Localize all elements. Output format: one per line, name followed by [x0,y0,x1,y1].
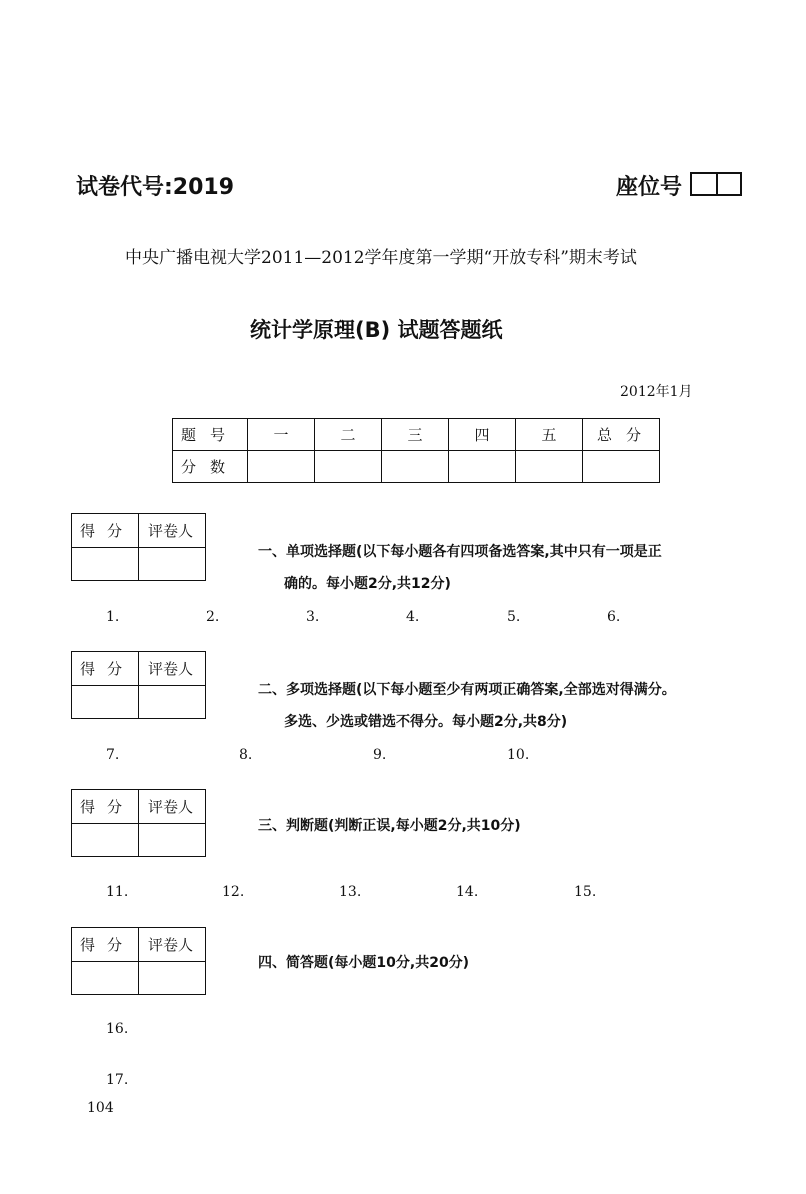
score-cell[interactable] [516,451,583,483]
grader-name-label: 评卷人 [148,798,194,816]
grader-name-label: 评卷人 [148,936,194,954]
question-number: 4. [406,609,420,625]
question-number: 3. [306,609,320,625]
score-column-header: 总分 [583,419,660,451]
score-table-row-label: 题号 [173,419,248,451]
score-column-header: 二 [315,419,382,451]
section-title: 三、判断题(判断正误,每小题2分,共10分) [258,818,521,834]
question-number: 5. [507,609,521,625]
question-number: 10. [507,747,530,763]
question-number: 2. [206,609,220,625]
grader-score-label: 得分 [80,936,135,954]
score-table [172,418,660,483]
question-number: 12. [222,884,245,900]
grader-name-label: 评卷人 [148,660,194,678]
exam-title: 中央广播电视大学2011—2012学年度第一学期“开放专科”期末考试 [125,248,637,268]
score-table-header-row [173,419,660,451]
paper-title: 统计学原理(B) 试题答题纸 [250,318,503,342]
question-number: 1. [106,609,120,625]
section-title: 多选、少选或错选不得分。每小题2分,共8分) [284,714,568,730]
question-number: 13. [339,884,362,900]
grader-box[interactable] [71,651,206,719]
question-number: 11. [106,884,129,900]
grader-box[interactable] [71,789,206,857]
section-title: 四、简答题(每小题10分,共20分) [258,955,470,971]
score-cell[interactable] [449,451,516,483]
paper-code: 试卷代号:2019 [76,175,235,200]
score-column-header: 三 [382,419,449,451]
grader-score-label: 得分 [80,798,135,816]
question-number: 9. [373,747,387,763]
score-table-row-label: 分数 [173,451,248,483]
score-column-header: 五 [516,419,583,451]
score-table-value-row [173,451,660,483]
exam-date: 2012年1月 [620,384,693,400]
question-number: 14. [456,884,479,900]
section-title: 二、多项选择题(以下每小题至少有两项正确答案,全部选对得满分。 [258,682,676,698]
grader-name-label: 评卷人 [148,522,194,540]
grader-box[interactable] [71,927,206,995]
score-cell[interactable] [583,451,660,483]
question-number: 6. [607,609,621,625]
page-number: 104 [87,1100,114,1116]
seat-number-box[interactable] [690,172,742,196]
question-number: 16. [106,1021,129,1037]
grader-score-label: 得分 [80,522,135,540]
question-number: 8. [239,747,253,763]
seat-number-label: 座位号 [616,175,683,200]
grader-box[interactable] [71,513,206,581]
question-number: 7. [106,747,120,763]
score-cell[interactable] [382,451,449,483]
section-title: 确的。每小题2分,共12分) [284,576,451,592]
question-number: 15. [574,884,597,900]
score-cell[interactable] [248,451,315,483]
score-column-header: 一 [248,419,315,451]
grader-score-label: 得分 [80,660,135,678]
question-number: 17. [106,1072,129,1088]
section-title: 一、单项选择题(以下每小题各有四项备选答案,其中只有一项是正 [258,544,662,560]
score-cell[interactable] [315,451,382,483]
score-column-header: 四 [449,419,516,451]
